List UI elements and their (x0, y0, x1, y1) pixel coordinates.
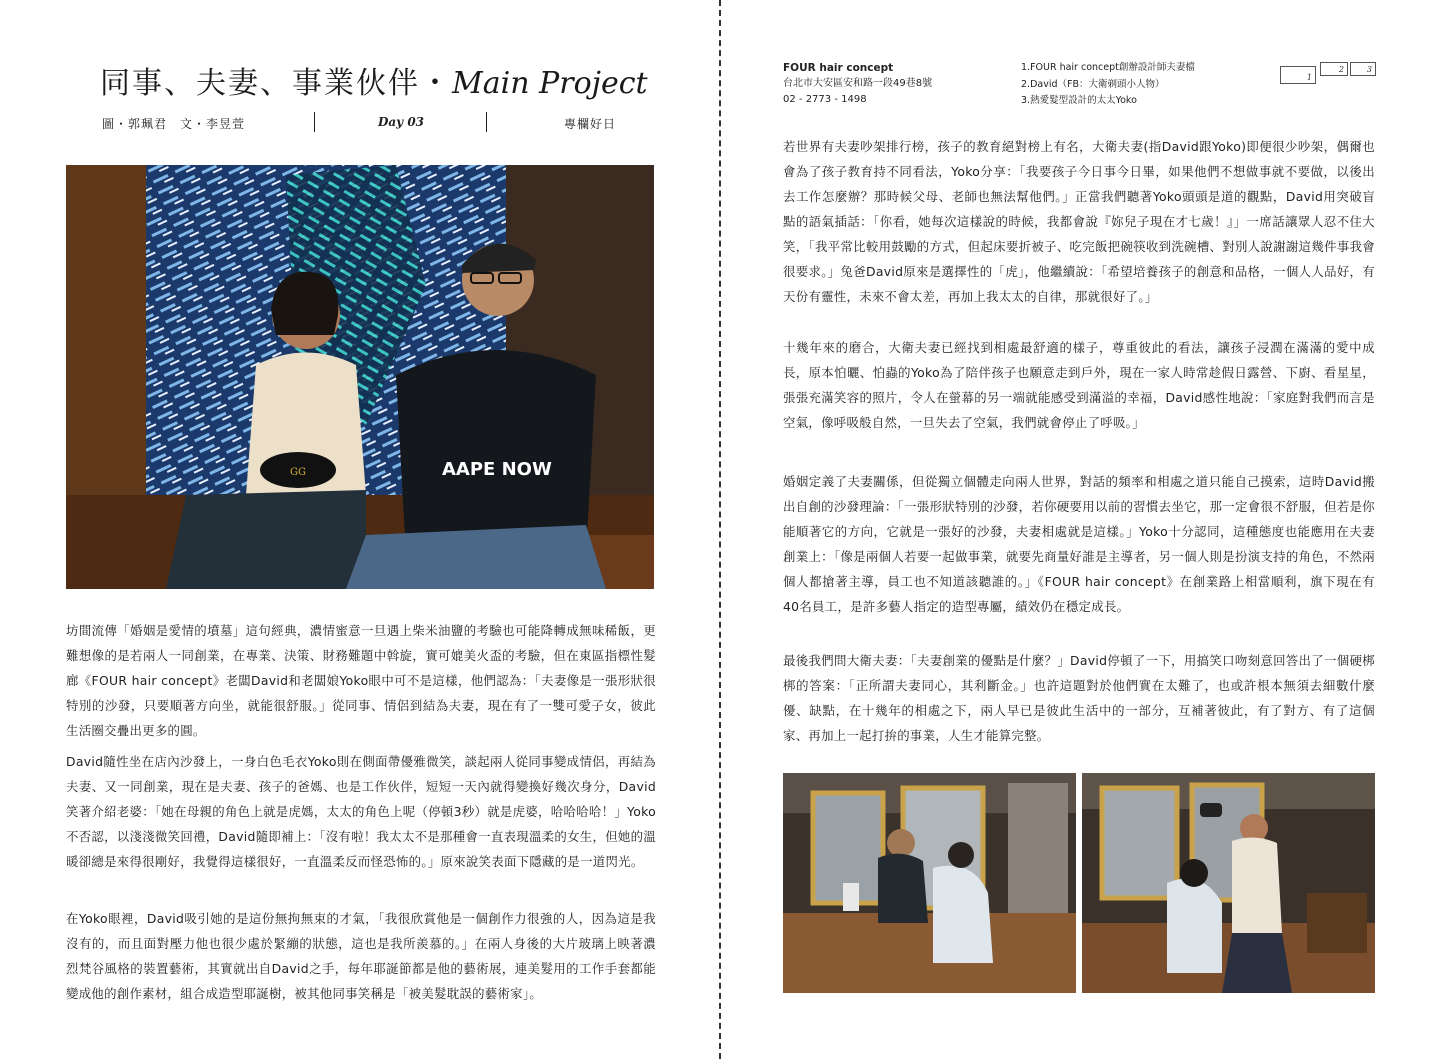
byline-row (66, 110, 654, 134)
left-paragraph-2: David隨性坐在店內沙發上，一身白色毛衣Yoko則在側面帶優雅微笑，談起兩人從同事變成情侶，再結為夫妻、又一同創業，現在是夫妻、孩子的爸媽、也是工作伙伴，短短一天內就得變換好幾次身分，David笑著介紹老婆：「她在母親的角色上就是虎媽，太太的角色上呢（停頓3秒）就是虎婆，哈哈哈哈！」Yoko不否認，以淺淺微笑回禮，David隨即補上：「沒有啦！我太太不是那種會一直表現溫柔的女生，但她的溫暖卻總是來得很剛好，我覺得這樣很好，一直溫柔反而怪恐怖的。」原來說笑表面下隱藏的是一道閃光。 (66, 754, 656, 869)
photo-index-box: 1 (1280, 66, 1316, 84)
photo-writer-credit: 圖・郭珮君 文・李昱萱 (102, 117, 246, 131)
day-label: Day 03 (378, 115, 425, 129)
left-paragraph-1: 坊間流傳「婚姻是愛情的墳墓」這句經典，濃情蜜意一旦遇上柴米油鹽的考驗也可能降轉成無味稀飯，更難想像的是若兩人一同創業，在專業、決策、財務難題中斡旋，實可媲美火盃的考驗，但在東區指標性髮廊《FOUR hair concept》老闆David和老闆娘Yoko眼中可不是這樣，他們認為：「夫妻像是一張形狀很特別的沙發，只要順著方向坐，就能很舒服。」從同事、情侶到結為夫妻，現在有了一雙可愛子女，彼此生活圈交疊出更多的圓。 (66, 623, 656, 738)
article-title (100, 58, 648, 102)
byline-separator (486, 112, 487, 132)
shop-phone: 02 - 2773 - 1498 (783, 94, 867, 105)
right-paragraph-3: 婚姻定義了夫妻關係，但從獨立個體走向兩人世界，對話的頻率和相處之道只能自己摸索，這時David搬出自創的沙發理論：「一張形狀特別的沙發，若你硬要用以前的習慣去坐它，那一定會很不舒服，但若是你能順著它的方向，它就是一張好的沙發，夫妻相處就是這樣。」Yoko十分認同，這種態度也能應用在夫妻創業上：「像是兩個人若要一起做事業，就要先商量好誰是主導者，另一個人則是扮演支持的角色，不然兩個人都搶著主導，員工也不知道該聽誰的。」《FOUR hair concept》在創業路上相當順利，旗下現在有40名員工，是許多藝人指定的造型專屬，績效仍在穩定成長。 (783, 474, 1375, 614)
caption-2: 2.David（FB：大衛剃頭小人物） (1021, 78, 1165, 90)
photo-captions (1021, 60, 1261, 110)
bag-logo-text: GG (290, 467, 306, 478)
page-fold-divider (719, 0, 721, 1059)
hoodie-print-text: AAPE NOW (442, 459, 552, 480)
salon-photo-yoko (1082, 773, 1375, 993)
shop-info (783, 60, 1003, 108)
photo-index-box: 3 (1350, 62, 1376, 76)
right-paragraph-1: 若世界有夫妻吵架排行榜，孩子的教育絕對榜上有名，大衛夫妻(指David跟Yoko)即便很少吵架，偶爾也會為了孩子教育持不同看法，Yoko分享：「我要孩子今日事今日畢，如果他們不想做事就不要做，以後出去工作怎麼辦？那時候父母、老師也無法幫他們。」正當我們聽著Yoko頭頭是道的觀點，David用突破盲點的語氣插話：「你看，她每次這樣說的時候，我都會說『妳兒子現在才七歲！』」一席話讓眾人忍不住大笑，「我平常比較用鼓勵的方式，但起床要折被子、吃完飯把碗筷收到洗碗槽、對別人說謝謝這幾件事我會很要求。」兔爸David原來是選擇性的「虎」，他繼續說：「希望培養孩子的創意和品格，一個人人品好，有天份有靈性，未來不會太差，再加上我太太的自律，那就很好了。」 (783, 139, 1375, 304)
title-chinese: 同事、夫妻、事業伙伴・ (100, 66, 452, 101)
shop-address: 台北市大安區安和路一段49巷8號 (783, 78, 933, 89)
title-english: Main Project (452, 66, 648, 101)
byline-separator (314, 112, 315, 132)
column-name: 專欄好日 (564, 117, 617, 131)
shop-name: FOUR hair concept (783, 62, 894, 74)
caption-1: 1.FOUR hair concept創辦設計師夫妻檔 (1021, 62, 1195, 73)
photo-index-boxes (1280, 62, 1380, 84)
right-paragraph-2: 十幾年來的磨合，大衛夫妻已經找到相處最舒適的樣子，尊重彼此的看法，讓孩子浸潤在滿滿的愛中成長，原本怕曬、怕蟲的Yoko為了陪伴孩子也願意走到戶外，現在一家人時常趁假日露營、下廚、看星星，張張充滿笑容的照片，令人在螢幕的另一端就能感受到滿溢的幸福，David感性地說：「家庭對我們而言是空氣，像呼吸般自然，一旦失去了空氣，我們就會停止了呼吸。」 (783, 340, 1375, 430)
caption-3: 3.熱愛髮型設計的太太Yoko (1021, 95, 1137, 106)
right-paragraph-4: 最後我們問大衛夫妻：「夫妻創業的優點是什麼？」David停頓了一下，用搞笑口吻刻意回答出了一個硬梆梆的答案：「正所謂夫妻同心，其利斷金。」也許這題對於他們實在太難了，也或許根本無須去細數什麼優、缺點，在十幾年的相處之下，兩人早已是彼此生活中的一部分，互補著彼此，有了對方、有了這個家、再加上一起打拚的事業，人生才能算完整。 (783, 653, 1375, 743)
salon-photo-david (783, 773, 1076, 993)
hero-photo-couple (66, 165, 654, 589)
left-paragraph-3: 在Yoko眼裡，David吸引她的是這份無拘無束的才氣，「我很欣賞他是一個創作力很強的人，因為這是我沒有的，而且面對壓力他也很少處於緊繃的狀態，這也是我所羨慕的。」在兩人身後的大片玻璃上映著濃烈梵谷風格的裝置藝術，其實就出自David之手，每年耶誕節都是他的藝術展，連美髮用的工作手套都能變成他的創作素材，組合成造型耶誕樹，被其他同事笑稱是「被美髮耽誤的藝術家」。 (66, 911, 656, 1001)
photo-index-box: 2 (1320, 62, 1348, 76)
